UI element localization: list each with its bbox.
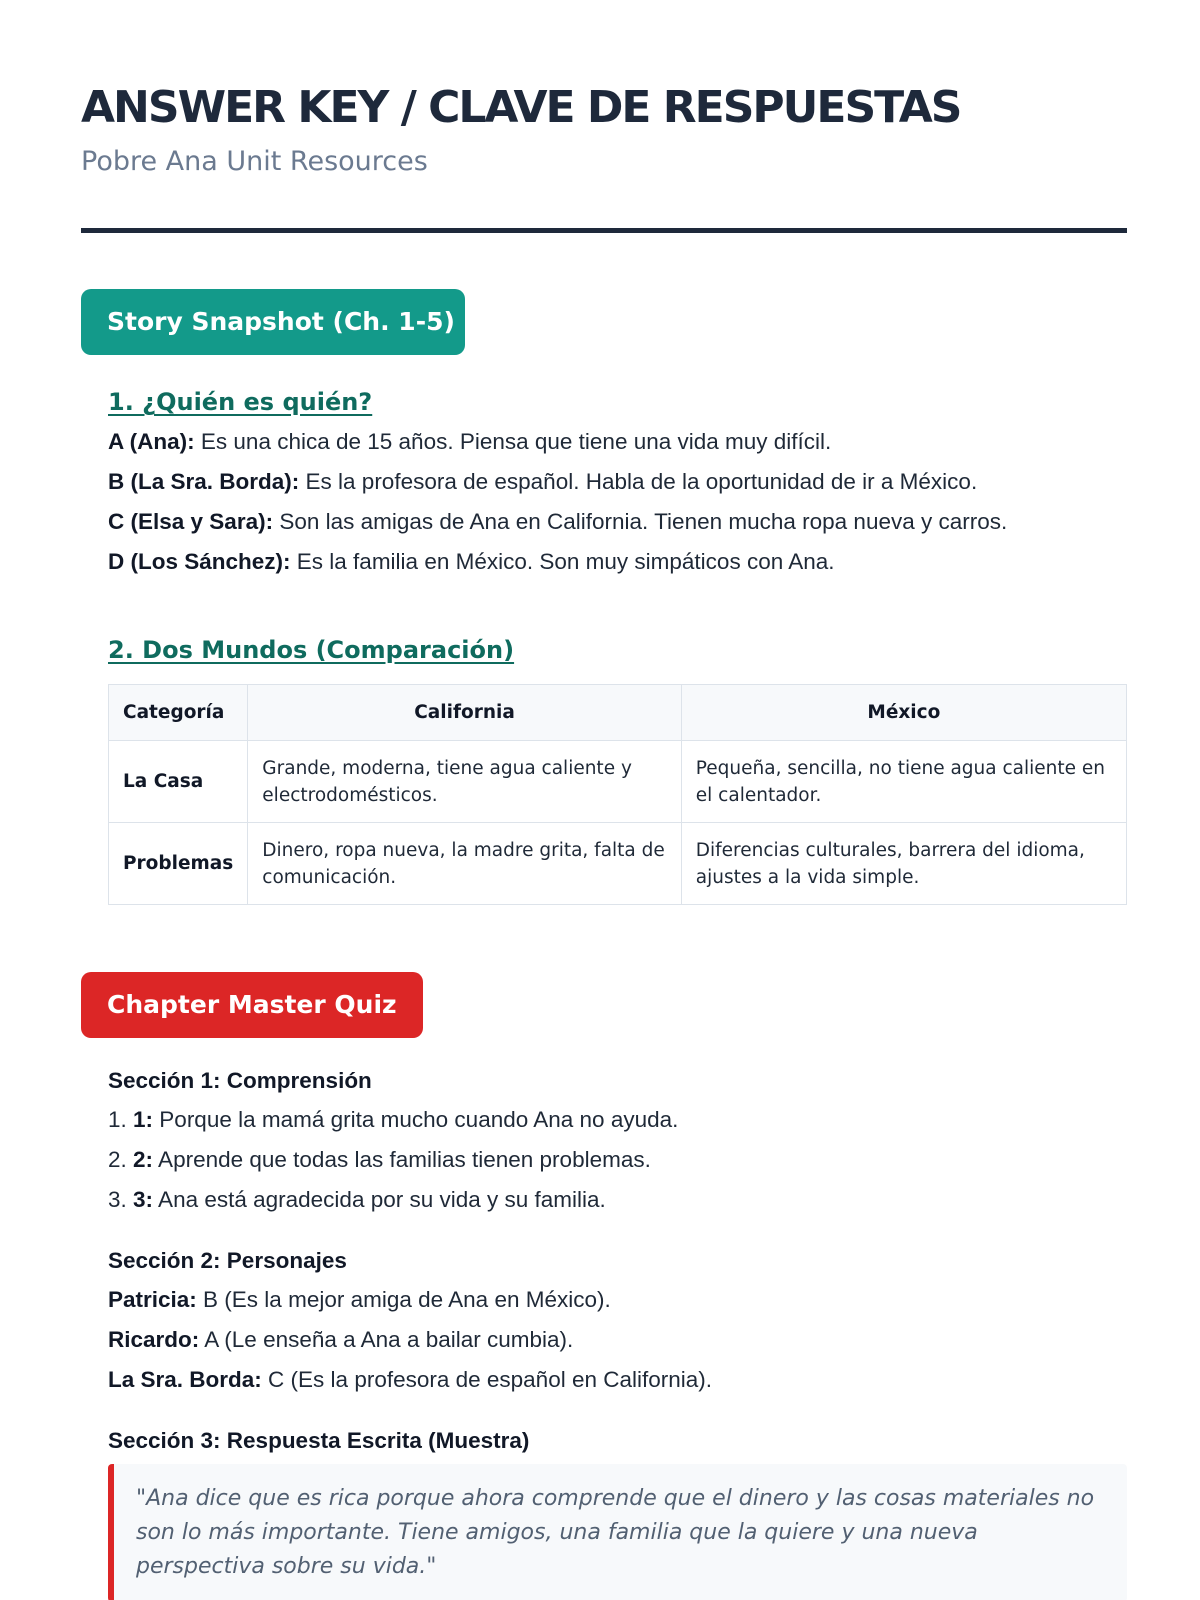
section-1-heading: Sección 1: Comprensión <box>108 1068 372 1093</box>
character-name: La Sra. Borda: <box>108 1367 262 1392</box>
who-item-text: Es la profesora de español. Habla de la oportunidad de ir a México. <box>299 469 978 494</box>
character-item <box>108 1365 712 1395</box>
character-answer: B (Es la mejor amiga de Ana en México). <box>196 1287 611 1312</box>
who-is-who-heading: 1. ¿Quién es quién? <box>108 388 373 416</box>
column-header-california: California <box>248 685 681 741</box>
list-item-number: 2. <box>108 1147 127 1172</box>
list-item-text: Ana está agradecida por su vida y su familia. <box>153 1187 606 1212</box>
list-item <box>108 1145 651 1175</box>
list-item-key: 3: <box>133 1187 154 1212</box>
who-item-text: Son las amigas de Ana en California. Tienen mucha ropa nueva y carros. <box>273 509 1008 534</box>
character-answer: A (Le enseña a Ana a bailar cumbia). <box>199 1327 574 1352</box>
sample-answer-quote <box>108 1464 1127 1600</box>
list-item-key: 2: <box>133 1147 154 1172</box>
chapter-quiz-badge: Chapter Master Quiz <box>81 972 423 1038</box>
column-header-mexico: México <box>681 685 1126 741</box>
list-item-key: 1: <box>133 1107 154 1132</box>
list-item-number: 3. <box>108 1187 127 1212</box>
who-item-key: D (Los Sánchez): <box>108 549 291 574</box>
cell-mexico: Pequeña, sencilla, no tiene agua caliente en el calentador. <box>681 741 1126 823</box>
table-header-row <box>109 685 1127 741</box>
row-category: La Casa <box>109 741 248 823</box>
comparison-table <box>108 684 1127 905</box>
table-row <box>109 741 1127 823</box>
who-item-key: B (La Sra. Borda): <box>108 469 300 494</box>
character-item <box>108 1285 611 1315</box>
character-item <box>108 1325 573 1355</box>
who-item <box>108 507 1007 537</box>
table-row <box>109 823 1127 905</box>
page-subtitle: Pobre Ana Unit Resources <box>81 146 428 177</box>
story-snapshot-badge: Story Snapshot (Ch. 1-5) <box>81 289 465 355</box>
cell-mexico: Diferencias culturales, barrera del idioma, ajustes a la vida simple. <box>681 823 1126 905</box>
section-2-heading: Sección 2: Personajes <box>108 1248 347 1273</box>
column-header-category: Categoría <box>109 685 248 741</box>
cell-california: Dinero, ropa nueva, la madre grita, falta de comunicación. <box>248 823 681 905</box>
row-category: Problemas <box>109 823 248 905</box>
who-item <box>108 467 977 497</box>
quote-text: "Ana dice que es rica porque ahora comprende que el dinero y las cosas materiales no son lo más importante. Tiene amigos, una familia que la quiere y una nueva perspectiva sobre su vida." <box>136 1486 1095 1579</box>
list-item-number: 1. <box>108 1107 127 1132</box>
character-name: Patricia: <box>108 1287 197 1312</box>
section-3-heading: Sección 3: Respuesta Escrita (Muestra) <box>108 1428 530 1453</box>
header-divider <box>81 228 1127 233</box>
list-item <box>108 1105 678 1135</box>
character-answer: C (Es la profesora de español en California). <box>261 1367 713 1392</box>
cell-california: Grande, moderna, tiene agua caliente y electrodomésticos. <box>248 741 681 823</box>
list-item-text: Aprende que todas las familias tienen problemas. <box>153 1147 651 1172</box>
who-item-text: Es una chica de 15 años. Piensa que tiene una vida muy difícil. <box>194 429 832 454</box>
who-item-key: A (Ana): <box>108 429 195 454</box>
dos-mundos-heading: 2. Dos Mundos (Comparación) <box>108 636 515 664</box>
list-item-text: Porque la mamá grita mucho cuando Ana no ayuda. <box>153 1107 679 1132</box>
who-item-text: Es la familia en México. Son muy simpáticos con Ana. <box>290 549 835 574</box>
who-item <box>108 427 831 457</box>
page-title: ANSWER KEY / CLAVE DE RESPUESTAS <box>81 82 961 133</box>
who-item-key: C (Elsa y Sara): <box>108 509 274 534</box>
who-item <box>108 547 835 577</box>
list-item <box>108 1185 606 1215</box>
character-name: Ricardo: <box>108 1327 200 1352</box>
